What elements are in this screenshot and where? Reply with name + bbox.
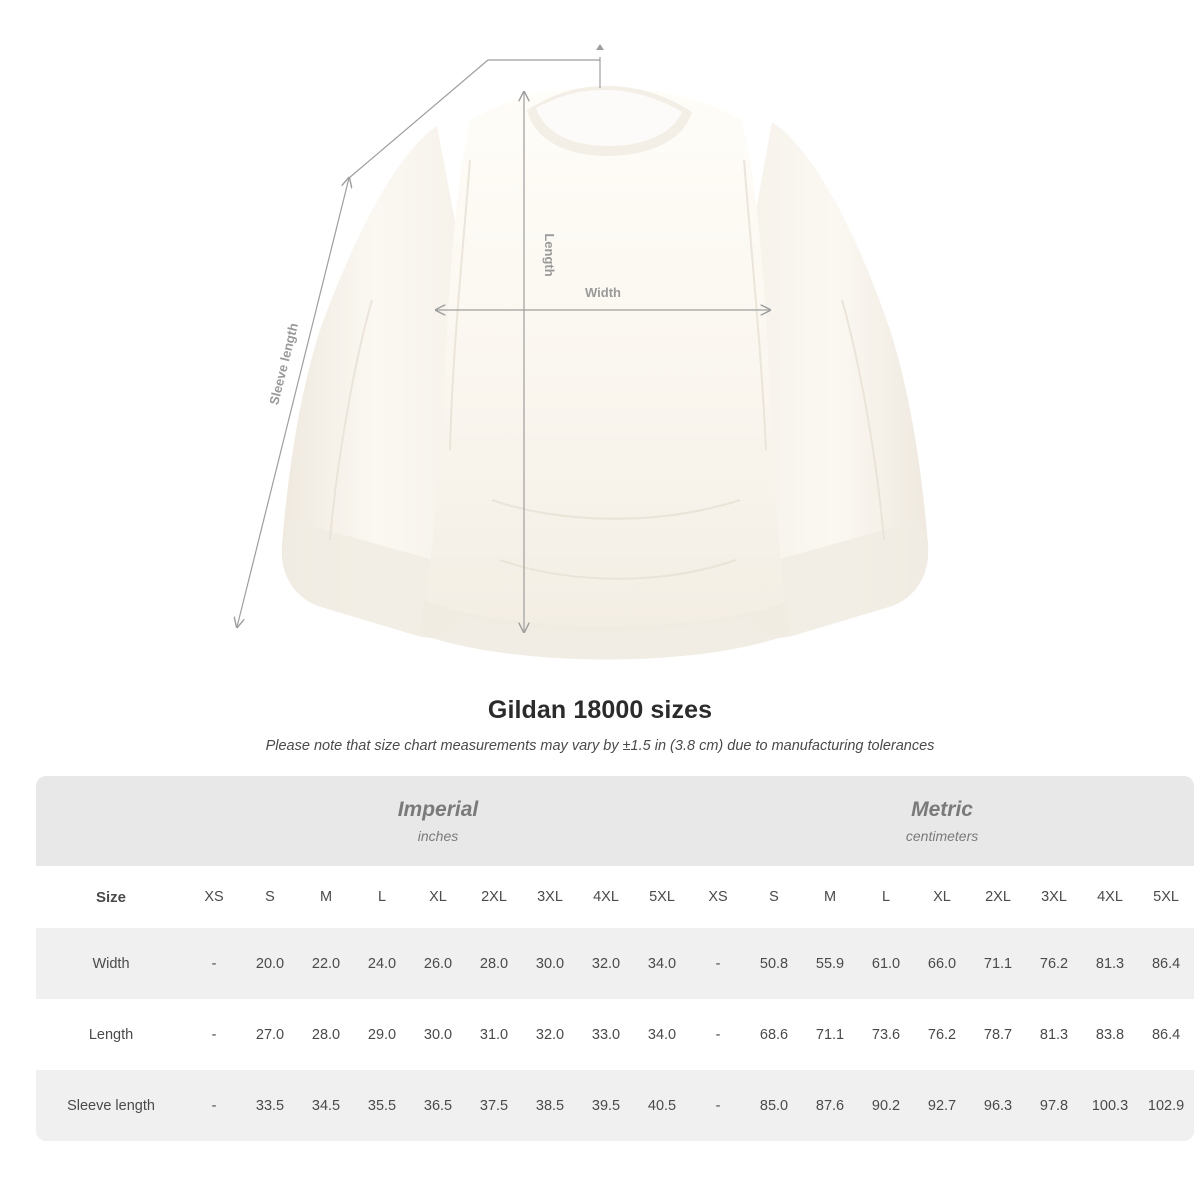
cell: 28.0 xyxy=(466,928,522,999)
cell: 39.5 xyxy=(578,1070,634,1141)
cell: 81.3 xyxy=(1026,999,1082,1070)
cell: 30.0 xyxy=(522,928,578,999)
size-col-header: 4XL xyxy=(578,866,634,928)
cell: 81.3 xyxy=(1082,928,1138,999)
size-col-header: 3XL xyxy=(1026,866,1082,928)
unit-header-corner xyxy=(36,776,186,866)
size-header-label: Size xyxy=(36,866,186,928)
table-row xyxy=(36,928,1194,999)
cell: 73.6 xyxy=(858,999,914,1070)
size-col-header: XS xyxy=(690,866,746,928)
cell: 86.4 xyxy=(1138,999,1194,1070)
row-label-length: Length xyxy=(36,999,186,1070)
cell: 92.7 xyxy=(914,1070,970,1141)
cell: 33.5 xyxy=(242,1070,298,1141)
cell: 40.5 xyxy=(634,1070,690,1141)
unit-group-imperial xyxy=(186,776,690,866)
cell: 87.6 xyxy=(802,1070,858,1141)
cell: 83.8 xyxy=(1082,999,1138,1070)
page-title: Gildan 18000 sizes xyxy=(487,696,713,724)
cell: 86.4 xyxy=(1138,928,1194,999)
cell: 33.0 xyxy=(578,999,634,1070)
cell: 36.5 xyxy=(410,1070,466,1141)
unit-header-row xyxy=(36,776,1194,866)
unit-group-imperial-unit: inches xyxy=(417,828,459,845)
cell: 32.0 xyxy=(522,999,578,1070)
size-col-header: L xyxy=(354,866,410,928)
cell: 78.7 xyxy=(970,999,1026,1070)
row-label-width: Width xyxy=(36,928,186,999)
size-header-row xyxy=(36,866,1194,928)
cell: - xyxy=(186,999,242,1070)
cell: 26.0 xyxy=(410,928,466,999)
unit-group-metric xyxy=(690,776,1194,866)
cell: 24.0 xyxy=(354,928,410,999)
size-table-wrap xyxy=(0,776,1200,1141)
cell: 68.6 xyxy=(746,999,802,1070)
tolerance-note: Please note that size chart measurements may vary by ±1.5 in (3.8 cm) due to manufacturing tolerances xyxy=(265,738,935,754)
title-block xyxy=(0,696,1200,754)
cell: 71.1 xyxy=(802,999,858,1070)
cell: 50.8 xyxy=(746,928,802,999)
size-col-header: 5XL xyxy=(634,866,690,928)
size-col-header: 5XL xyxy=(1138,866,1194,928)
cell: - xyxy=(186,928,242,999)
cell: 22.0 xyxy=(298,928,354,999)
size-col-header: XS xyxy=(186,866,242,928)
cell: 34.0 xyxy=(634,928,690,999)
size-col-header: 2XL xyxy=(970,866,1026,928)
size-col-header: M xyxy=(298,866,354,928)
size-col-header: S xyxy=(746,866,802,928)
cell: - xyxy=(690,928,746,999)
size-col-header: XL xyxy=(410,866,466,928)
size-col-header: 3XL xyxy=(522,866,578,928)
cell: - xyxy=(690,1070,746,1141)
unit-group-metric-unit: centimeters xyxy=(905,828,979,845)
cell: - xyxy=(186,1070,242,1141)
cell: 32.0 xyxy=(578,928,634,999)
row-label-sleeve-length: Sleeve length xyxy=(36,1070,186,1141)
label-length: Length xyxy=(542,233,557,277)
cell: 96.3 xyxy=(970,1070,1026,1141)
cell: 34.0 xyxy=(634,999,690,1070)
table-row xyxy=(36,1070,1194,1141)
table-row xyxy=(36,999,1194,1070)
size-col-header: 2XL xyxy=(466,866,522,928)
cell: 27.0 xyxy=(242,999,298,1070)
cell: 29.0 xyxy=(354,999,410,1070)
sweatshirt-graphic xyxy=(282,86,928,660)
cell: 38.5 xyxy=(522,1070,578,1141)
cell: 31.0 xyxy=(466,999,522,1070)
cell: 90.2 xyxy=(858,1070,914,1141)
cell: 71.1 xyxy=(970,928,1026,999)
cell: 61.0 xyxy=(858,928,914,999)
label-sleeve: Sleeve length xyxy=(266,321,302,407)
cell: 28.0 xyxy=(298,999,354,1070)
cell: 34.5 xyxy=(298,1070,354,1141)
cell: 100.3 xyxy=(1082,1070,1138,1141)
cell: 76.2 xyxy=(1026,928,1082,999)
cell: 35.5 xyxy=(354,1070,410,1141)
cell: 85.0 xyxy=(746,1070,802,1141)
cell: 55.9 xyxy=(802,928,858,999)
unit-group-imperial-name: Imperial xyxy=(397,797,479,821)
cell: 30.0 xyxy=(410,999,466,1070)
size-table xyxy=(36,776,1194,1141)
size-col-header: L xyxy=(858,866,914,928)
cell: 20.0 xyxy=(242,928,298,999)
label-width: Width xyxy=(585,285,621,300)
cell: 102.9 xyxy=(1138,1070,1194,1141)
cell: 97.8 xyxy=(1026,1070,1082,1141)
cell: 76.2 xyxy=(914,999,970,1070)
cell: - xyxy=(690,999,746,1070)
unit-group-metric-name: Metric xyxy=(911,797,973,821)
size-col-header: 4XL xyxy=(1082,866,1138,928)
size-col-header: S xyxy=(242,866,298,928)
size-col-header: M xyxy=(802,866,858,928)
cell: 37.5 xyxy=(466,1070,522,1141)
cell: 66.0 xyxy=(914,928,970,999)
size-col-header: XL xyxy=(914,866,970,928)
